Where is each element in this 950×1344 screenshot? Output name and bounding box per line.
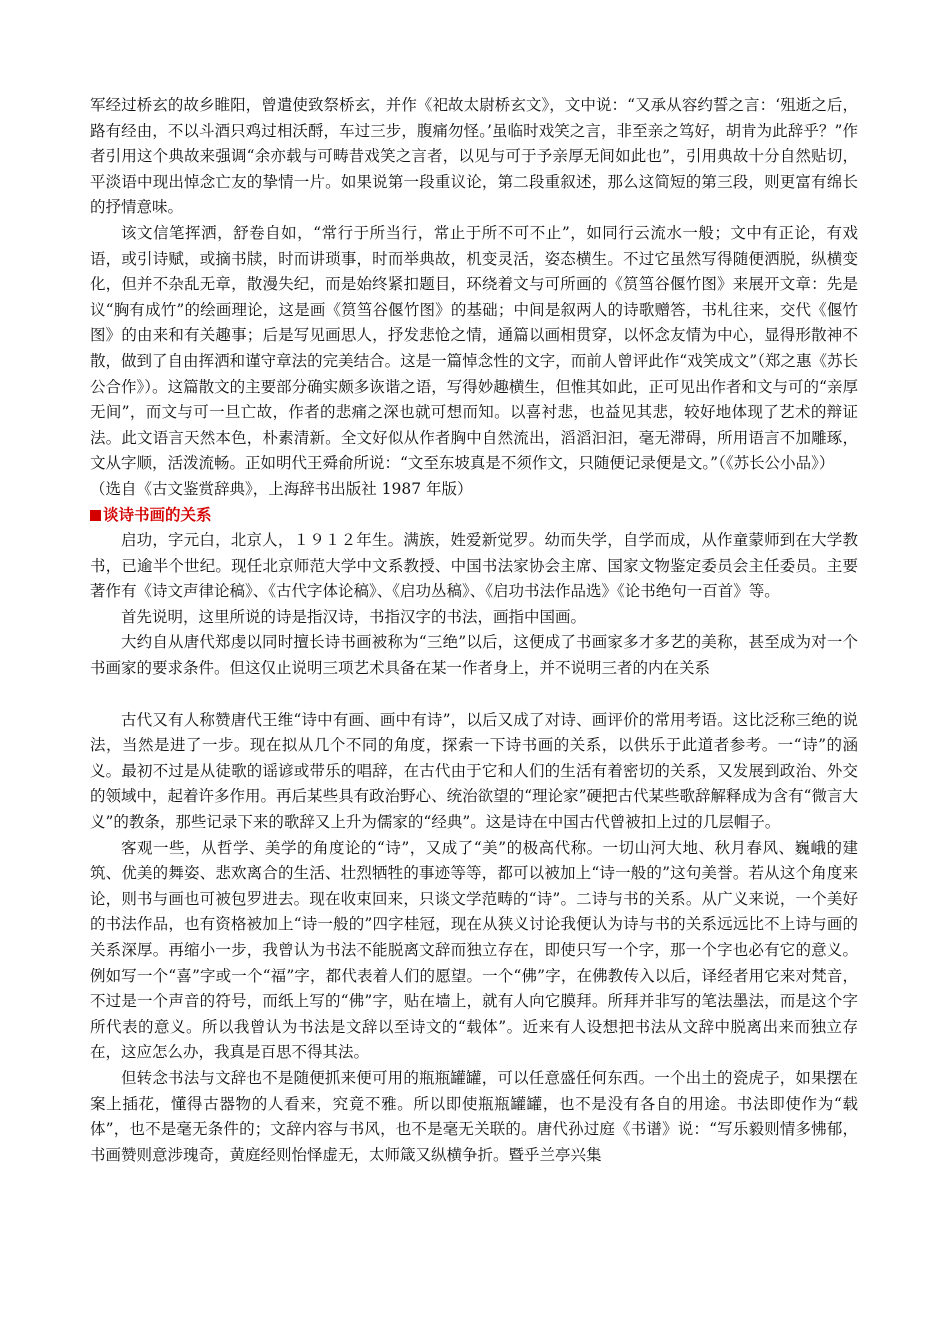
paragraph-intro-continuation: 军经过桥玄的故乡睢阳，曾遣使致祭桥玄，并作《祀故太尉桥玄文》，文中说：“又承从容约誓之言：‘殂逝之后，路有经由，不以斗酒只鸡过相沃酹，车过三步，腹痛勿怪。’虽临时戏笑之言，非至亲之笃好，胡肯为此辞乎？”作者引用这个典故来强调“余亦载与可畴昔戏笑之言者，以见与可于予亲厚无间如此也”，引用典故十分自然贴切，平淡语中现出悼念亡友的挚情一片。如果说第一段重议论，第二段重叙述，那么这简短的第三段，则更富有绵长的抒情意味。 xyxy=(90,96,858,217)
red-square-icon xyxy=(90,510,101,521)
paragraph-calligraphy-vessel: 但转念书法与文辞也不是随便抓来便可用的瓶瓶罐罐，可以任意盛任何东西。一个出土的瓷虎子，如果摆在案上插花，懂得古器物的人看来，究竟不雅。所以即使瓶瓶罐罐，也不是没有各自的用途。书法即使作为“载体”，也不是毫无条件的；文辞内容与书风，也不是毫无关联的。唐代孙过庭《书谱》说：“写乐毅则情多怫郁，书画赞则意涉瑰奇，黄庭经则怡怿虚无，太师箴又纵横争折。暨乎兰亭兴集 xyxy=(90,1068,858,1164)
section-heading xyxy=(90,503,858,529)
paragraph-author-bio: 启功，字元白，北京人，１９１２年生。满族，姓爱新觉罗。幼而失学，自学而成，从作童蒙师到在大学教书，已逾半个世纪。现任北京师范大学中文系教授、中国书法家协会主席、国家文物鉴定委员会主任委员。主要著作有《诗文声律论稿》、《古代字体论稿》、《启功丛稿》、《启功书法作品选》《论书绝句一百首》等。 xyxy=(90,531,858,601)
section-heading-text: 谈诗书画的关系 xyxy=(103,505,212,524)
source-citation: （选自《古文鉴赏辞典》，上海辞书出版社 1987 年版） xyxy=(90,479,473,498)
document-page xyxy=(90,93,858,1168)
paragraph-poetry-calligraphy: 客观一些，从哲学、美学的角度论的“诗”，又成了“美”的极高代称。一切山河大地、秋月春风、巍峨的建筑、优美的舞姿、悲欢离合的生活、壮烈牺牲的事迹等等，都可以被加上“诗一般的”这句美誉。若从这个角度来论，则书与画也可被包罗进去。现在收束回来，只谈文学范畴的“诗”。二诗与书的关系。从广义来说，一个美好的书法作品，也有资格被加上“诗一般的”四字桂冠，现在从狭义讨论我便认为诗与书的关系远远比不上诗与画的关系深厚。再缩小一步，我曾认为书法不能脱离文辞而独立存在，即使只写一个字，那一个字也必有它的意义。例如写一个“喜”字或一个“福”字，都代表着人们的愿望。一个“佛”字，在佛教传入以后，译经者用它来对梵音，不过是一个声音的符号，而纸上写的“佛”字，贴在墙上，就有人向它膜拜。所拜并非写的笔法墨法，而是这个字所代表的意义。所以我曾认为书法是文辞以至诗文的“载体”。近来有人设想把书法从文辞中脱离出来而独立存在，这应怎么办，我真是百思不得其法。 xyxy=(90,838,858,1062)
paragraph-poetry-meaning: 古代又有人称赞唐代王维“诗中有画、画中有诗”，以后又成了对诗、画评价的常用考语。这比泛称三绝的说法，当然是进了一步。现在拟从几个不同的角度，探索一下诗书画的关系，以供乐于此道者参考。一“诗”的涵义。最初不过是从徒歌的谣谚或带乐的唱辞，在古代由于它和人们的生活有着密切的关系，又发展到政治、外交的领域中，起着许多作用。再后某些具有政治野心、统治欲望的“理论家”硬把古代某些歌辞解释成为含有“微言大义”的教条，那些记录下来的歌辞又上升为儒家的“经典”。这是诗在中国古代曾被扣上过的几层帽子。 xyxy=(90,710,858,832)
paragraph-gap xyxy=(90,682,858,708)
paragraph-style-analysis: 该文信笔挥洒，舒卷自如，“常行于所当行，常止于所不可不止”，如同行云流水一般；文中有正论，有戏语，或引诗赋，或摘书牍，时而讲琐事，时而举典故，机变灵活，姿态横生。不过它虽然写得随便洒脱，纵横变化，但并不杂乱无章，散漫失纪，而是始终紧扣题目，环绕着文与可所画的《筼筜谷偃竹图》来展开文章：先是议“胸有成竹”的绘画理论，这是画《筼筜谷偃竹图》的基础；中间是叙两人的诗歌赠答，书札往来，交代《偃竹图》的由来和有关趣事；后是写见画思人，抒发悲怆之情，通篇以画相贯穿，以怀念友情为中心，显得形散神不散，做到了自由挥洒和谨守章法的完美结合。这是一篇悼念性的文字，而前人曾评此作“戏笑成文”（郑之惠《苏长公合作》）。这篇散文的主要部分确实颇多诙谐之语，写得妙趣横生，但惟其如此，正可见出作者和文与可的“亲厚无间”，而文与可一旦亡故，作者的悲痛之深也就可想而知。以喜衬悲，也益见其悲，较好地体现了艺术的辩证法。此文语言天然本色，朴素清新。全文好似从作者胸中自然流出，滔滔汩汩，毫无滞碍，所用语言不加雕琢，文从字顺，活泼流畅。正如明代王舜俞所说：“文至东坡真是不须作文，只随便记录便是文。”（《苏长公小品》） xyxy=(90,223,858,473)
paragraph-definition: 首先说明，这里所说的诗是指汉诗，书指汉字的书法，画指中国画。 xyxy=(121,607,587,626)
paragraph-three-perfections: 大约自从唐代郑虔以同时擅长诗书画被称为“三绝”以后，这便成了书画家多才多艺的美称，甚至成为对一个书画家的要求条件。但这仅止说明三项艺术具备在某一作者身上，并不说明三者的内在关系 xyxy=(90,633,858,678)
